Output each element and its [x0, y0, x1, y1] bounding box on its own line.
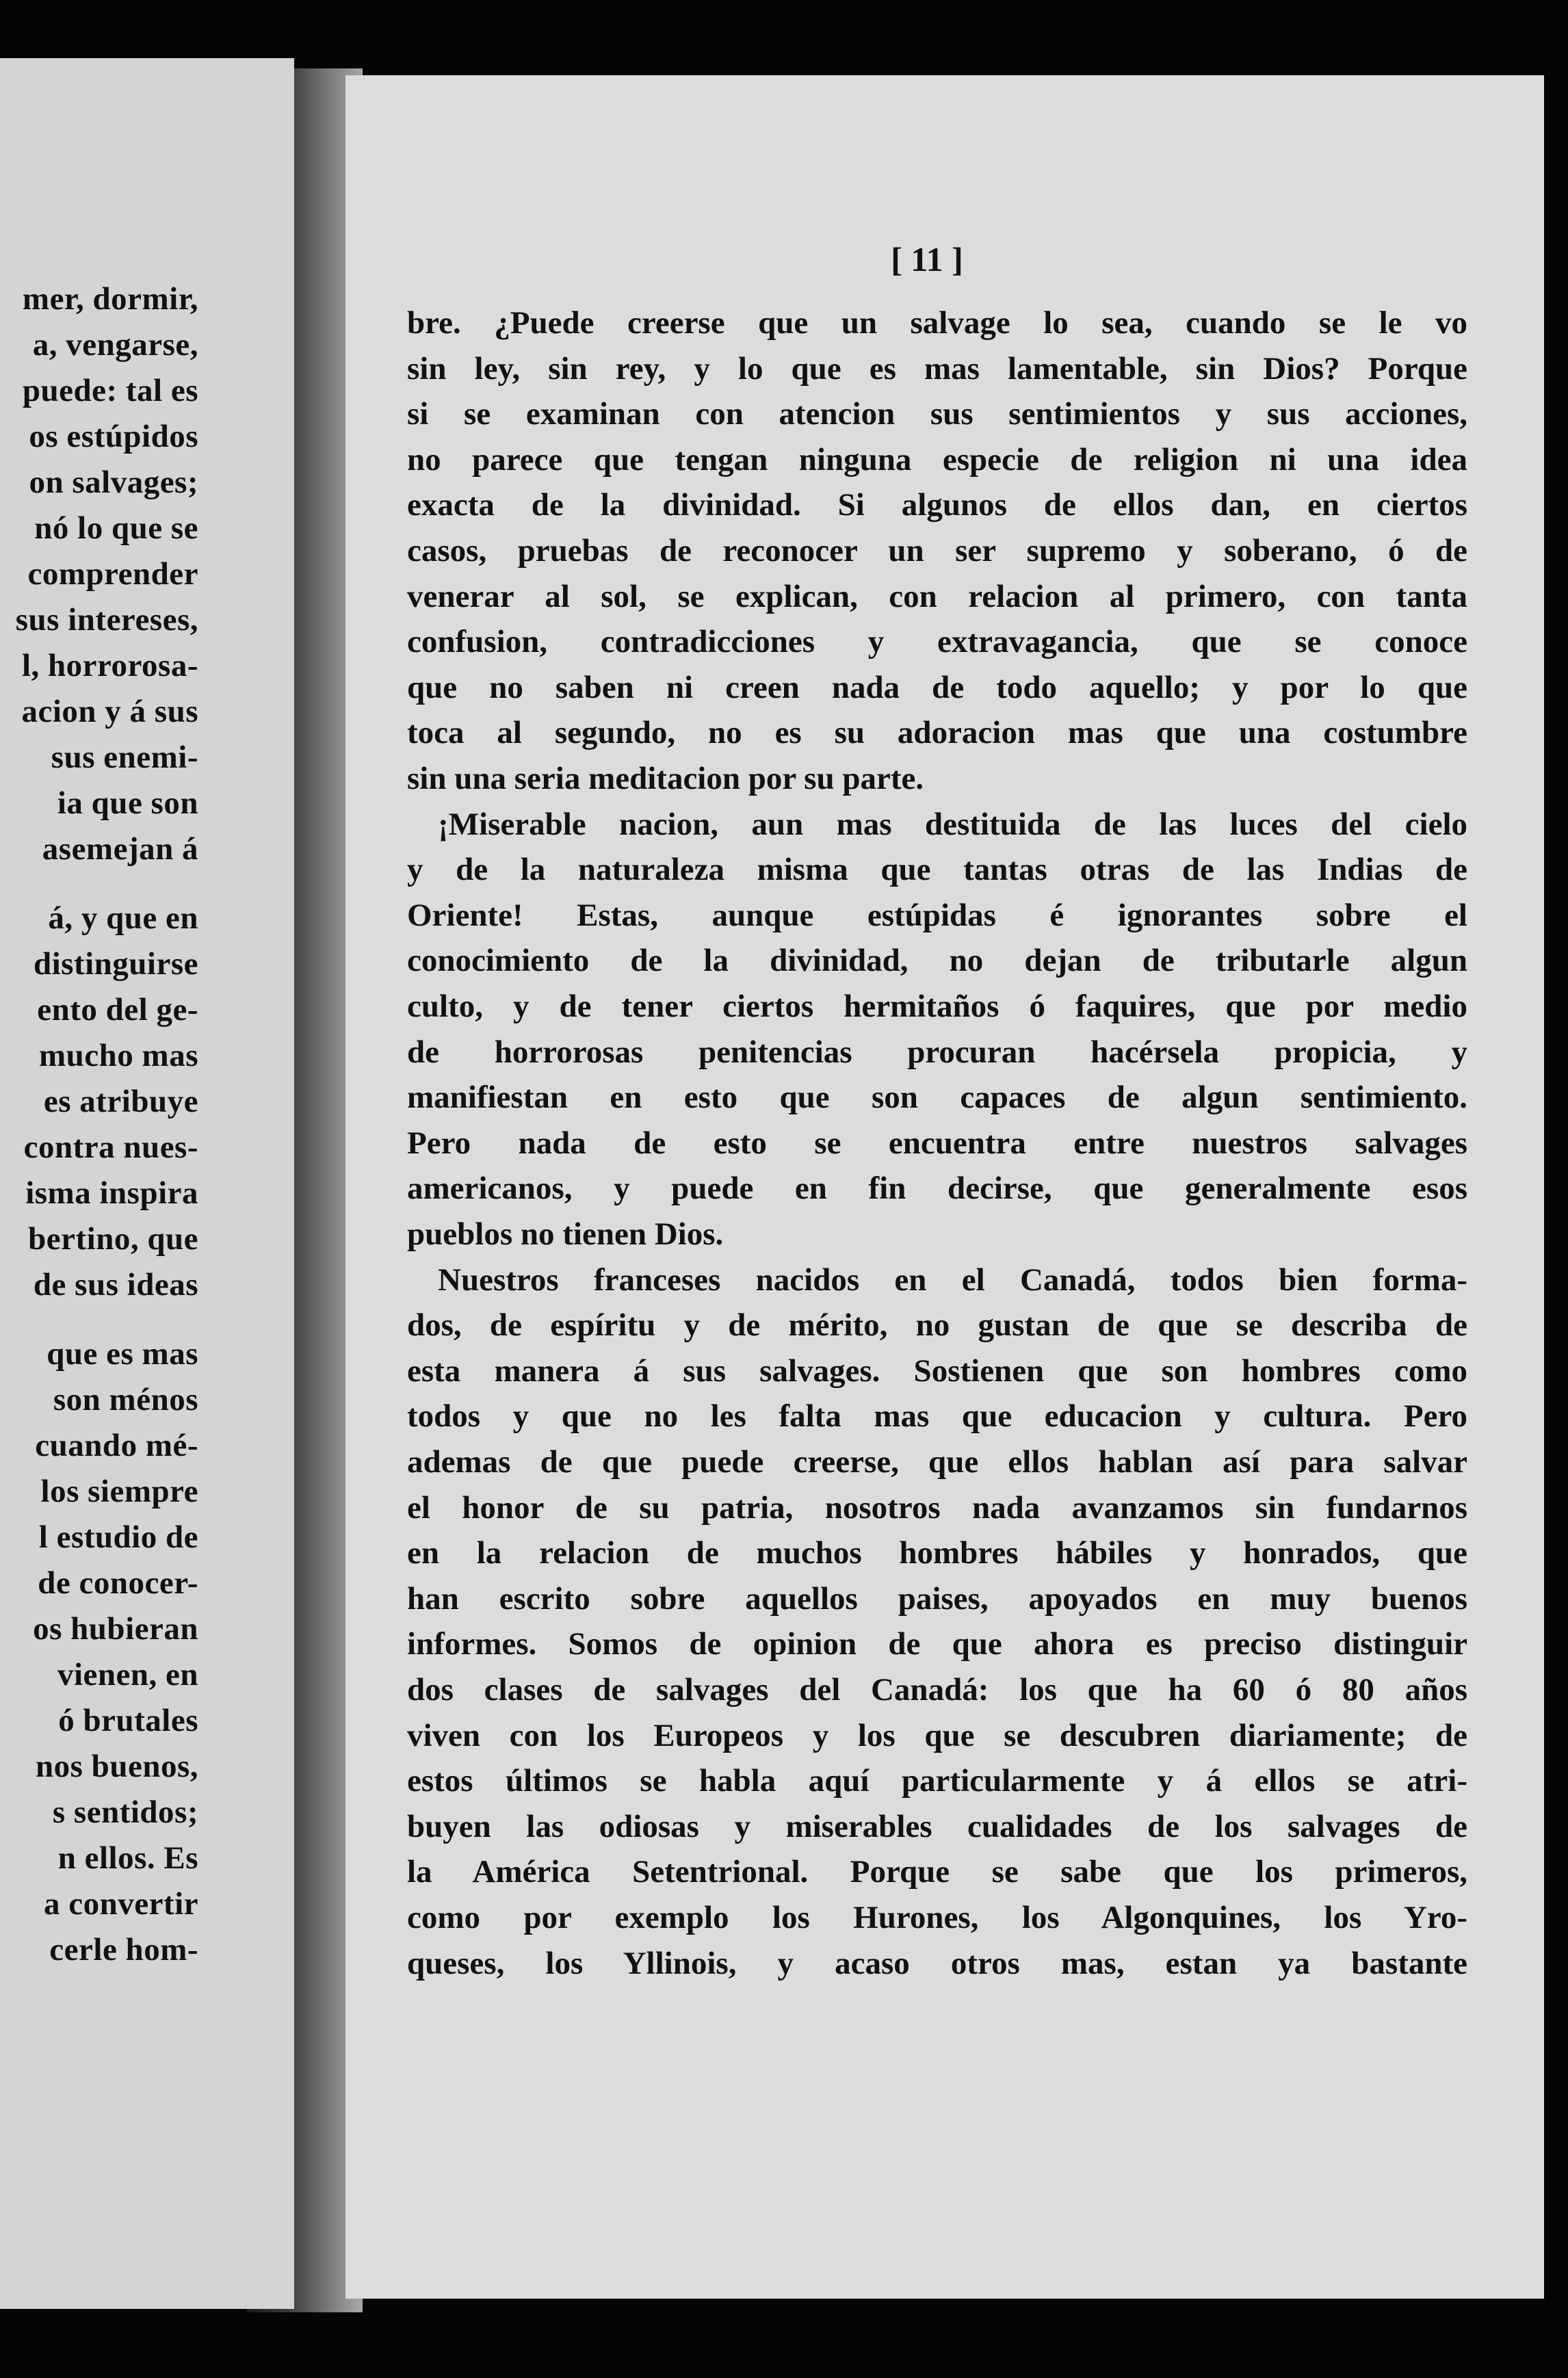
left-page-line: que es mas — [47, 1336, 198, 1372]
body-text-line: ¡Miserable nacion, aun mas destituida de las luces del cielo — [438, 806, 1467, 842]
left-page-line: es atribuye — [43, 1084, 198, 1119]
body-text-line: en la relacion de muchos hombres hábiles y honrados, que — [407, 1535, 1467, 1571]
left-page-line: contra nues- — [23, 1129, 198, 1165]
left-page-line: l, horrorosa- — [21, 648, 198, 683]
left-page-line: distinguirse — [33, 946, 198, 982]
body-text-line: Nuestros franceses nacidos en el Canadá, todos bien forma- — [438, 1262, 1467, 1298]
body-text-line: dos, de espíritu y de mérito, no gustan de que se describa de — [407, 1307, 1467, 1344]
body-text-line: estos últimos se habla aquí particularmente y á ellos se atri- — [407, 1763, 1467, 1799]
left-page-line: l estudio de — [38, 1519, 198, 1555]
right-page — [345, 75, 1544, 2299]
left-page-line: vienen, en — [57, 1657, 198, 1693]
left-page-line: mer, dormir, — [22, 281, 198, 317]
left-page-line: ia que son — [57, 785, 198, 821]
body-text-line: conocimiento de la divinidad, no dejan de tributarle algun — [407, 943, 1467, 979]
left-page-line: sus enemi- — [51, 740, 198, 775]
left-page-line: a, vengarse, — [32, 327, 198, 363]
body-text-line: ademas de que puede creerse, que ellos hablan así para salvar — [407, 1444, 1467, 1480]
left-page-line: bertino, que — [28, 1221, 198, 1257]
body-text-line: queses, los Yllinois, y acaso otros mas, estan ya bastante — [407, 1945, 1467, 1981]
body-text-line: buyen las odiosas y miserables cualidades de los salvages de — [407, 1808, 1467, 1844]
left-page-line: cerle hom- — [49, 1932, 198, 1968]
body-text-line: todos y que no les falta mas que educacion y cultura. Pero — [407, 1398, 1467, 1435]
body-text-line: culto, y de tener ciertos hermitaños ó faquires, que por medio — [407, 989, 1467, 1024]
page-number: [ 11 ] — [891, 240, 963, 278]
body-text-line: manifiestan en esto que son capaces de algun sentimiento. — [407, 1080, 1467, 1116]
body-text-line: Oriente! Estas, aunque estúpidas é ignorantes sobre el — [407, 897, 1467, 933]
left-page-line: asemejan á — [42, 831, 198, 867]
body-text-line: americanos, y puede en fin decirse, que generalmente esos — [407, 1171, 1467, 1207]
left-page-line: os estúpidos — [29, 419, 198, 454]
body-text-line: venerar al sol, se explican, con relacion al primero, con tanta — [407, 578, 1467, 614]
body-text-line: como por exemplo los Hurones, los Algonquines, los Yro- — [407, 1900, 1467, 1935]
left-page-line: isma inspira — [25, 1175, 198, 1211]
body-text-line: sin una seria meditacion por su parte. — [407, 761, 924, 796]
body-text-line: bre. ¿Puede creerse que un salvage lo sea, cuando se le vo — [407, 305, 1467, 341]
left-page-line: á, y que en — [48, 900, 198, 936]
body-text-line: la América Setentrional. Porque se sabe que los primeros, — [407, 1854, 1467, 1890]
body-text-line: de horrorosas penitencias procuran hacérsela propicia, y — [407, 1034, 1467, 1070]
body-text-line: dos clases de salvages del Canadá: los que ha 60 ó 80 años — [407, 1672, 1467, 1708]
body-text-line: han escrito sobre aquellos paises, apoyados en muy buenos — [407, 1580, 1467, 1617]
left-page-line: ento del ge- — [37, 992, 198, 1028]
body-text-line: si se examinan con atencion sus sentimientos y sus acciones, — [407, 396, 1467, 432]
left-page-line: os hubieran — [33, 1611, 198, 1647]
left-page-line: nos buenos, — [36, 1749, 198, 1784]
left-page-line: acion y á sus — [21, 694, 198, 729]
left-page-line: puede: tal es — [22, 373, 198, 408]
body-text-line: casos, pruebas de reconocer un ser supremo y soberano, ó de — [407, 533, 1467, 569]
body-text-line: Pero nada de esto se encuentra entre nuestros salvages — [407, 1125, 1467, 1161]
body-text-line: y de la naturaleza misma que tantas otras de las Indias de — [407, 852, 1467, 888]
body-text-line: pueblos no tienen Dios. — [407, 1216, 724, 1252]
left-page-line: nó lo que se — [34, 510, 198, 546]
left-page-line: cuando mé- — [35, 1428, 198, 1463]
left-page-line: ó brutales — [58, 1703, 198, 1738]
body-text-line: no parece que tengan ninguna especie de religion ni una idea — [407, 441, 1467, 478]
body-text-line: que no saben ni creen nada de todo aquello; y por lo que — [407, 669, 1467, 705]
left-page-line: s sentidos; — [52, 1794, 198, 1830]
left-page-line: mucho mas — [39, 1038, 198, 1073]
body-text-line: esta manera á sus salvages. Sostienen que son hombres como — [407, 1353, 1467, 1389]
left-page-line: n ellos. Es — [57, 1840, 198, 1876]
body-text-line: el honor de su patria, nosotros nada avanzamos sin fundarnos — [407, 1489, 1467, 1526]
left-page-line: on salvages; — [29, 465, 198, 500]
body-text-line: toca al segundo, no es su adoracion mas que una costumbre — [407, 715, 1467, 751]
left-page-line: de sus ideas — [33, 1267, 198, 1303]
body-text-line: informes. Somos de opinion de que ahora es preciso distinguir — [407, 1626, 1467, 1662]
body-text-line: confusion, contradicciones y extravagancia, que se conoce — [407, 624, 1467, 660]
left-page-line: a convertir — [43, 1886, 198, 1922]
left-page-line: de conocer- — [38, 1565, 198, 1601]
left-page-line: sus intereses, — [15, 602, 198, 638]
left-page-line: comprender — [27, 556, 198, 592]
body-text-line: exacta de la divinidad. Si algunos de ellos dan, en ciertos — [407, 487, 1467, 523]
left-page-line: son ménos — [53, 1382, 198, 1417]
left-page-line: los siempre — [40, 1474, 198, 1509]
body-text-line: sin ley, sin rey, y lo que es mas lamentable, sin Dios? Porque — [407, 350, 1467, 387]
left-page — [0, 58, 294, 2309]
body-text-line: viven con los Europeos y los que se descubren diariamente; de — [407, 1717, 1467, 1753]
